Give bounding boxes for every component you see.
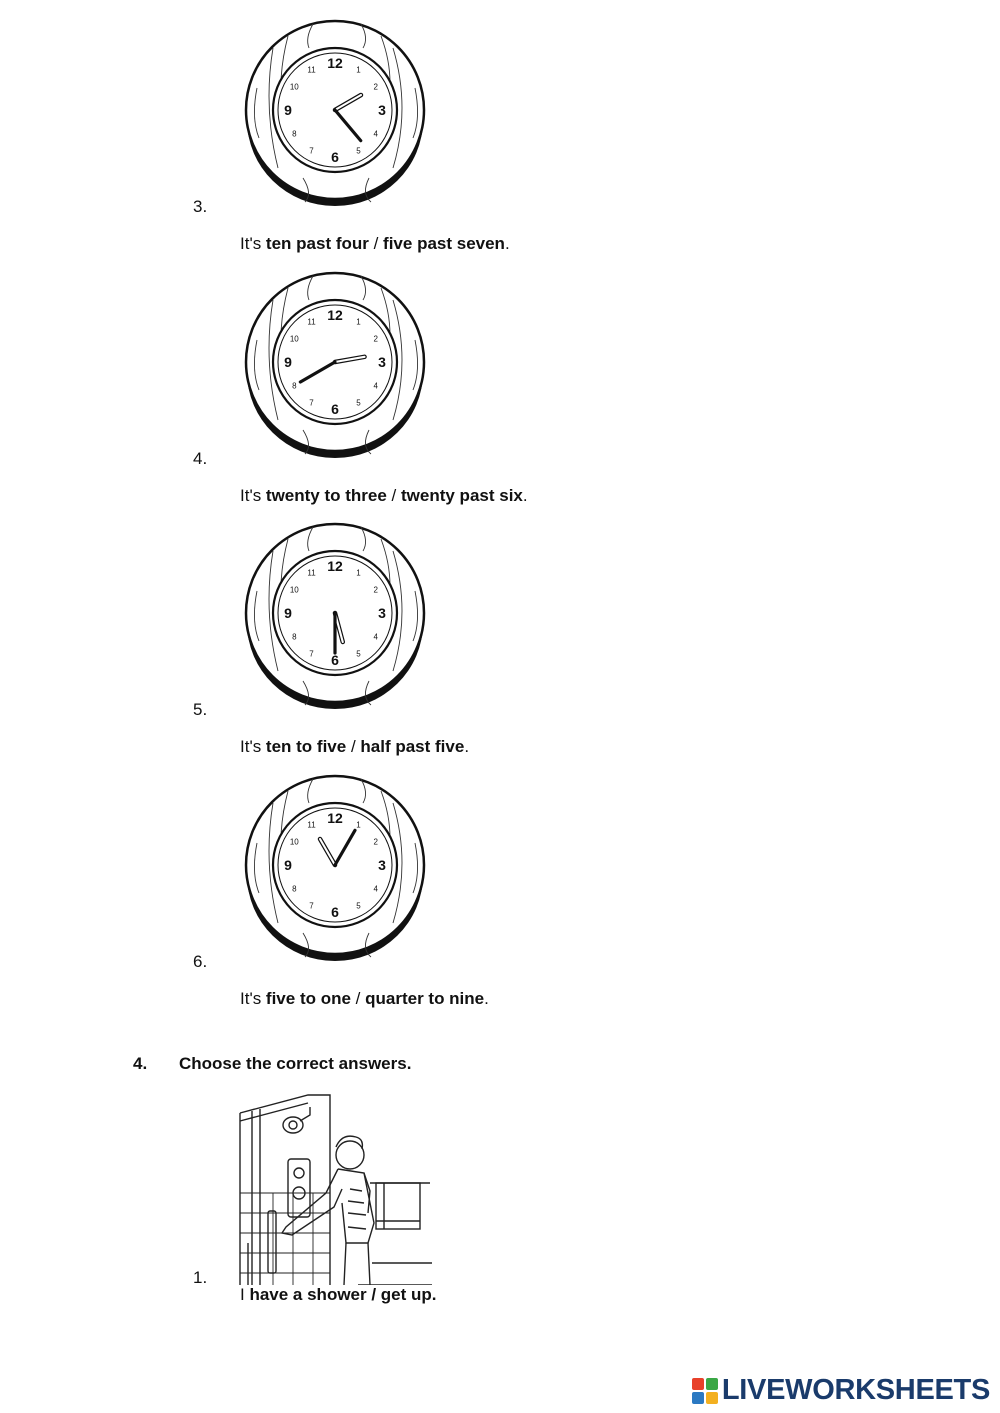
clock-face-number: 3 [378,354,386,370]
option-a[interactable]: twenty to three [265,486,387,505]
sentence-suffix: . [484,989,489,1008]
clock-face-number: 1 [356,65,361,75]
section-number: 4. [133,1054,148,1073]
clock-face-number: 2 [373,585,378,595]
clock-face-number: 12 [327,558,343,574]
sentence-suffix: . [522,486,528,505]
clock-face-number: 4 [373,632,378,642]
clock-face-number: 9 [284,857,292,873]
clock-face-number: 5 [356,146,361,156]
clock-sentence-4 [240,486,528,506]
clock-face-number: 8 [292,632,297,642]
clock-4-svg [243,270,427,460]
option-a[interactable]: have a shower [249,1285,367,1304]
option-b[interactable]: half past five [360,737,465,756]
logo-text: LIVEWORKSHEETS [721,1374,990,1406]
clock-face-number: 11 [307,317,316,327]
clock-face-number: 4 [373,884,378,894]
clock-face-number: 10 [289,334,299,344]
clock-face-number: 8 [292,129,297,139]
sentence-prefix: It's [240,989,266,1008]
clock-face-number: 8 [292,381,297,391]
logo-square-red [692,1378,704,1390]
sentence-suffix: . [504,234,510,253]
sentence-prefix: It's [240,737,266,756]
clock-face-number: 4 [373,381,378,391]
clock-face-number: 8 [292,884,297,894]
clock-face-number: 3 [378,102,386,118]
clock-6-svg [243,773,427,963]
picture-item-number: 1. [193,1268,208,1287]
liveworksheets-logo[interactable] [692,1374,990,1407]
section-title: Choose the correct answers. [179,1054,412,1073]
option-b[interactable]: quarter to nine [365,989,485,1008]
clock-face-number: 10 [289,82,299,92]
clock-face-number: 11 [307,820,316,830]
clock-picture-6 [243,773,427,968]
option-b[interactable]: get up [380,1285,432,1304]
sentence-prefix: It's [240,486,266,505]
item-number-5: 5. [193,700,208,719]
clock-face-number: 9 [284,102,292,118]
sentence-prefix: I [240,1285,250,1304]
sentence-suffix: . [431,1285,437,1304]
option-a[interactable]: ten past four [265,234,369,253]
clock-face-number: 7 [309,398,314,408]
clock-picture-3 [243,18,427,213]
logo-grid-icon [692,1378,718,1404]
clock-face-number: 12 [327,810,343,826]
option-b[interactable]: five past seven [383,234,505,253]
logo-square-yellow [706,1392,718,1404]
clock-face-number: 9 [284,354,292,370]
boy-shower-illustration [238,1093,432,1285]
clock-face-number: 3 [378,857,386,873]
clock-sentence-6 [240,989,489,1009]
sentence-suffix: . [464,737,470,756]
clock-3-svg [243,18,427,208]
clock-5-svg [243,521,427,711]
picture-sentence [240,1285,437,1305]
clock-face-number: 2 [373,82,378,92]
clock-face-number: 1 [356,317,361,327]
clock-face-number: 9 [284,605,292,621]
clock-face-number: 2 [373,837,378,847]
clock-face-number: 2 [373,334,378,344]
item-number-6: 6. [193,952,208,971]
clock-face-number: 7 [309,146,314,156]
clock-face-number: 7 [309,901,314,911]
clock-face-number: 12 [327,55,343,71]
clock-face-number: 5 [356,649,361,659]
clock-face-number: 6 [331,149,339,165]
item-number-3: 3. [193,197,208,216]
clock-face-number: 5 [356,901,361,911]
option-b[interactable]: twenty past six [401,486,523,505]
clock-face-number: 4 [373,129,378,139]
clock-picture-5 [243,521,427,716]
option-a[interactable]: ten to five [265,737,347,756]
option-separator: / [368,234,384,253]
clock-sentence-3 [240,234,510,254]
clock-face-number: 10 [289,585,299,595]
clock-face-number: 6 [331,904,339,920]
option-separator: / [366,1285,381,1304]
clock-picture-4 [243,270,427,465]
logo-square-green [706,1378,718,1390]
clock-face-number: 6 [331,652,339,668]
option-separator: / [346,737,361,756]
clock-face-number: 5 [356,398,361,408]
clock-face-number: 7 [309,649,314,659]
clock-face-number: 11 [307,65,316,75]
clock-face-number: 1 [356,820,361,830]
clock-face-number: 12 [327,307,343,323]
option-separator: / [386,486,401,505]
item-number-4: 4. [193,449,208,468]
clock-face-number: 6 [331,401,339,417]
clock-face-number: 10 [289,837,299,847]
clock-face-number: 11 [307,568,316,578]
clock-face-number: 3 [378,605,386,621]
option-a[interactable]: five to one [265,989,351,1008]
shower-picture [238,1093,432,1290]
clock-sentence-5 [240,737,469,757]
option-separator: / [350,989,366,1008]
logo-square-blue [692,1392,704,1404]
sentence-prefix: It's [240,234,266,253]
clock-face-number: 1 [356,568,361,578]
